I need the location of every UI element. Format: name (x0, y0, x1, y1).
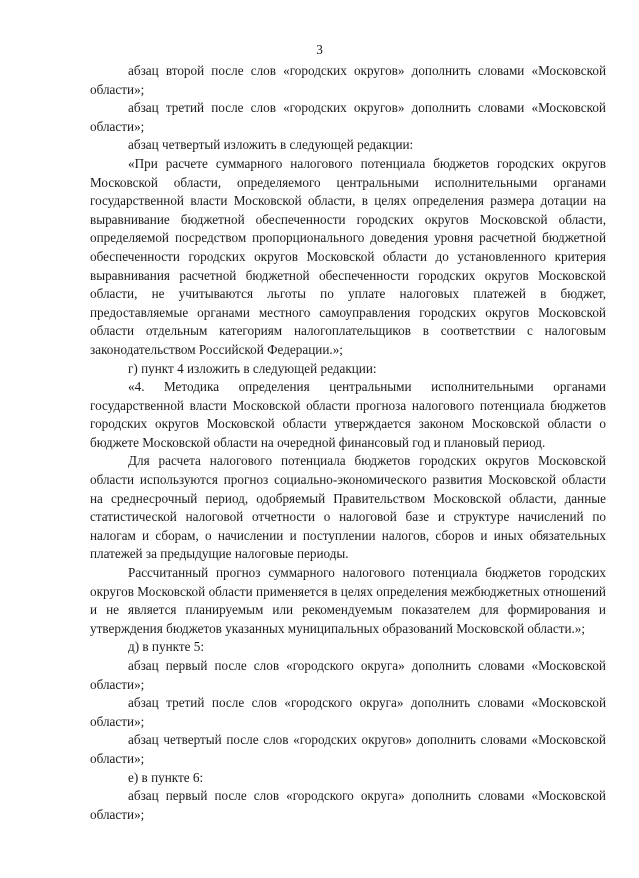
paragraph: «При расчете суммарного налогового потенциала бюджетов городских округов Московской области, определяемого центральными исполнительными органами государственной власти Московской области, в целях определения размера дотации на выравнивание бюджетной обеспеченности городских округов Московской области, определяемой посредством пропорционального доведения уровня расчетной бюджетной обеспеченности городских округов Московской области до установленного критерия выравнивания расчетной бюджетной обеспеченности городских округов Московской области, не учитываются льготы по уплате налоговых платежей в бюджет, предоставляемые органами местного самоуправления городских округов Московской области отдельным категориям налогоплательщиков в соответствии с налоговым законодательством Российской Федерации.»; (90, 155, 606, 357)
paragraph: абзац третий после слов «городских округов» дополнить словами «Московской области»; (90, 100, 606, 134)
paragraph: абзац первый после слов «городского округа» дополнить словами «Московской области»; (90, 788, 606, 822)
paragraph: абзац второй после слов «городских округов» дополнить словами «Московской области»; (90, 63, 606, 97)
paragraph: е) в пункте 6: (128, 769, 204, 785)
page-number: 3 (316, 42, 323, 57)
document-body (90, 62, 606, 824)
paragraph: абзац первый после слов «городского округа» дополнить словами «Московской области»; (90, 658, 606, 692)
paragraph: абзац четвертый изложить в следующей редакции: (128, 137, 414, 153)
paragraph: Для расчета налогового потенциала бюджетов городских округов Московской области используются прогноз социально-экономического развития Московской области на среднесрочный период, одобряемый Правительством Московской области, данные статистической налоговой отчетности о налоговой базе и структуре начислений по налогам и сборам, о начислении и поступлении налогов, сборов и иных обязательных платежей за предыдущие налоговые периоды. (90, 453, 606, 562)
paragraph: абзац третий после слов «городского округа» дополнить словами «Московской области»; (90, 695, 606, 729)
paragraph: абзац четвертый после слов «городских округов» дополнить словами «Московской области»; (90, 732, 606, 766)
paragraph: г) пункт 4 изложить в следующей редакции: (128, 360, 377, 376)
paragraph: Рассчитанный прогноз суммарного налогового потенциала бюджетов городских округов Московской области применяется в целях определения межбюджетных отношений и не является планируемым или рекомендуемым показателем для формирования и утверждения бюджетов указанных муниципальных образований Московской области.»; (90, 565, 606, 636)
paragraph: д) в пункте 5: (128, 639, 205, 655)
paragraph: «4. Методика определения центральными исполнительными органами государственной власти Московской области прогноза налогового потенциала бюджетов городских округов Московской области утверждается законом Московской области о бюджете Московской области на очередной финансовый год и плановый период. (90, 379, 606, 450)
